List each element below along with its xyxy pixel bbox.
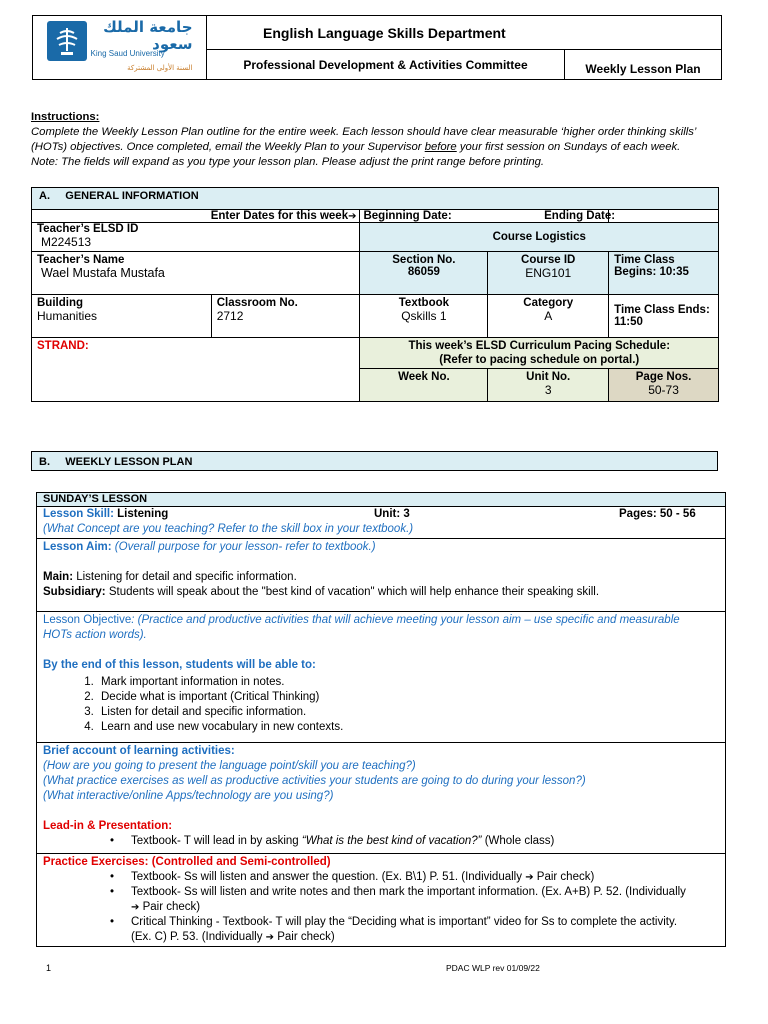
time-begins-cell[interactable] [609, 252, 719, 295]
lead-in-text: Textbook- T will lead in by asking [131, 835, 302, 847]
practice-exercises-cell[interactable] [37, 854, 726, 947]
lesson-skill-hint: (What Concept are you teaching? Refer to the skill box in your textbook.) [43, 523, 414, 535]
enter-dates-cell [32, 210, 360, 223]
course-id-cell[interactable] [488, 252, 609, 295]
department-cell [207, 16, 722, 50]
classroom-label: Classroom No. [216, 297, 298, 309]
lead-in-question: “What is the best kind of vacation?” [301, 835, 482, 847]
textbook-label: Textbook [398, 297, 450, 309]
logo-english-text: King Saud University [90, 48, 165, 58]
learning-activities-cell[interactable] [37, 743, 726, 854]
practice-2-grouping: Pair check) [139, 901, 201, 913]
sunday-title-cell [37, 493, 726, 507]
textbook-value: Qskills 1 [401, 309, 447, 323]
ending-date-cell[interactable] [544, 210, 719, 223]
practice-item [131, 915, 719, 945]
practice-item [131, 885, 719, 915]
unit-no-value: 3 [544, 383, 552, 397]
activities-hint-1: (How are you going to present the language point/skill you are teaching?) [43, 760, 416, 772]
lesson-pages: Pages: 50 - 56 [619, 508, 696, 520]
week-no-label: Week No. [398, 371, 450, 383]
university-logo [47, 17, 193, 79]
teacher-name-value: Wael Mustafa Mustafa [41, 266, 165, 280]
objective-item: 4. Learn and use new vocabulary in new contexts. [97, 720, 719, 735]
teacher-name-cell[interactable] [32, 252, 360, 295]
ending-date-label: Ending Date: [544, 210, 616, 222]
time-begins-value: Begins: 10:35 [614, 266, 689, 278]
weekly-plan-header: B. WEEKLY LESSON PLAN [31, 451, 718, 471]
strand-cell[interactable] [32, 338, 360, 402]
section-label: Section No. [392, 254, 456, 266]
practice-1-text: Textbook- Ss will listen and answer the question. (Ex. B\1) P. 51. (Individually [131, 871, 526, 883]
logo-emblem-icon [47, 21, 87, 61]
arrow-right-icon: ➔ [265, 932, 275, 943]
pacing-line-2: (Refer to pacing schedule on portal.) [439, 354, 640, 366]
building-cell[interactable] [32, 295, 212, 338]
main-aim-label: Main: [43, 571, 74, 583]
instructions-line-3: Note: The fields will expand as you type your lesson plan. Please adjust the print range before printing. [31, 156, 545, 168]
activities-hint-2: (What practice exercises as well as productive activities your students are going to do during your lesson?) [43, 775, 586, 787]
lead-in-list [43, 834, 719, 849]
category-cell[interactable] [488, 295, 609, 338]
lesson-objective-hint-1: : (Practice and productive activities that will achieve meeting your lesson aim – use specific and measurable [131, 614, 680, 626]
page-nos-label: Page Nos. [635, 371, 692, 383]
page-number: 1 [46, 963, 52, 973]
beginning-date-label: Beginning Date: [363, 210, 452, 222]
activities-label: Brief account of learning activities: [43, 745, 235, 757]
instructions-line-1: Complete the Weekly Lesson Plan outline for the entire week. Each lesson should have clear measurable ‘higher order thinking skills’ [31, 126, 697, 138]
logo-tagline: السنة الأولى المشتركة [127, 63, 193, 72]
course-id-label: Course ID [521, 254, 576, 266]
enter-dates-label: Enter Dates for this week [210, 210, 349, 222]
department-title: English Language Skills Department [263, 24, 506, 41]
arrow-right-icon: ➔ [525, 872, 534, 883]
time-begins-label: Time Class [614, 254, 675, 266]
objectives-list [43, 675, 719, 735]
by-end-of-lesson: By the end of this lesson, students will be able to: [43, 659, 316, 671]
time-ends-value: 11:50 [614, 316, 643, 328]
objective-item: 1. Mark important information in notes. [97, 675, 719, 690]
lesson-skill-cell[interactable] [37, 507, 726, 539]
revision-note: PDAC WLP rev 01/09/22 [446, 963, 540, 973]
instructions-line-2-underlined: before [424, 141, 457, 153]
committee-cell [207, 50, 565, 80]
page-nos-value: 50-73 [648, 383, 679, 397]
lesson-unit: Unit: 3 [374, 508, 410, 520]
main-aim-value: Listening for detail and specific information. [76, 571, 297, 583]
lead-in-grouping: (Whole class) [481, 835, 555, 847]
lesson-objective-cell[interactable] [37, 612, 726, 743]
lesson-aim-cell[interactable] [37, 539, 726, 612]
classroom-value: 2712 [216, 309, 244, 323]
logo-cell [33, 16, 207, 80]
arrow-right-icon: ➔ [131, 902, 140, 913]
lesson-skill-value: Listening [117, 508, 169, 520]
lead-in-label: Lead-in & Presentation: [43, 820, 173, 832]
classroom-cell[interactable] [211, 295, 360, 338]
practice-3-grouping: Pair check) [274, 931, 335, 943]
instructions-block [31, 110, 731, 170]
general-info-table [31, 187, 719, 402]
subsidiary-aim-label: Subsidiary: [43, 586, 106, 598]
category-value: A [544, 309, 553, 323]
logo-arabic-text: جامعة الملك سعود [103, 17, 193, 53]
objective-item: 2. Decide what is important (Critical Thinking) [97, 690, 719, 705]
time-ends-cell[interactable] [609, 295, 719, 338]
sunday-lesson-table [36, 492, 726, 947]
section-value: 86059 [407, 266, 440, 278]
pacing-line-1: This week’s ELSD Curriculum Pacing Schedule: [408, 340, 671, 352]
practice-3-exercise: (Ex. C) P. 53. (Individually [131, 931, 266, 943]
practice-3-text: Critical Thinking - Textbook- T will play the “Deciding what is important” video for Ss to complete the activity. [131, 916, 678, 928]
teacher-id-label: Teacher’s ELSD ID [37, 223, 139, 235]
pacing-schedule-cell [360, 338, 719, 369]
practice-label: Practice Exercises: (Controlled and Semi-controlled) [43, 856, 331, 868]
page-nos-cell[interactable] [609, 369, 719, 402]
instructions-line-2 [31, 140, 731, 155]
practice-list [43, 870, 719, 945]
practice-1-grouping: Pair check) [533, 871, 595, 883]
lesson-objective-hint-2: HOTs action words). [43, 629, 147, 641]
unit-no-cell[interactable] [488, 369, 609, 402]
general-info-header [32, 188, 719, 210]
general-info-title: A. GENERAL INFORMATION [39, 190, 199, 202]
course-logistics-label: Course Logistics [492, 231, 586, 243]
lesson-skill-label: Lesson Skill: [43, 508, 114, 520]
arrow-right-icon: ➔ [348, 211, 357, 222]
instructions-line-2a: (HOTs) objectives. Once completed, email the Weekly Plan to your Supervisor [31, 141, 425, 153]
teacher-id-cell[interactable] [32, 223, 360, 252]
instructions-heading: Instructions: [31, 111, 100, 123]
week-no-cell[interactable] [360, 369, 488, 402]
header-table [32, 15, 722, 80]
section-cell[interactable] [360, 252, 488, 295]
building-label: Building [37, 297, 83, 309]
course-id-value: ENG101 [525, 266, 572, 280]
category-label: Category [523, 297, 574, 309]
teacher-id-value: M224513 [41, 235, 92, 249]
sunday-title: SUNDAY’S LESSON [43, 493, 148, 505]
objective-item: 3. Listen for detail and specific information. [97, 705, 719, 720]
instructions-line-2b: your first session on Sundays of each week. [456, 141, 681, 153]
building-value: Humanities [37, 309, 98, 323]
time-ends-label: Time Class Ends: [614, 304, 710, 316]
lesson-aim-label: Lesson Aim: [43, 541, 112, 553]
committee-title: Professional Development & Activities Committee [243, 57, 528, 72]
doc-type-title: Weekly Lesson Plan [585, 62, 701, 76]
lesson-objective-label: Lesson Objective [43, 614, 132, 626]
unit-no-label: Unit No. [526, 371, 571, 383]
subsidiary-aim-value: Students will speak about the "best kind of vacation" which will help enhance their speaking skill. [108, 586, 600, 598]
course-logistics-cell [360, 223, 719, 252]
practice-item [131, 870, 719, 885]
lesson-aim-hint: (Overall purpose for your lesson- refer to textbook.) [114, 541, 376, 553]
strand-label: STRAND: [37, 340, 89, 352]
lead-in-item [131, 834, 719, 849]
teacher-name-label: Teacher’s Name [37, 254, 125, 266]
activities-hint-3: (What interactive/online Apps/technology are you using?) [43, 790, 334, 802]
practice-2-text: Textbook- Ss will listen and write notes and then mark the important information. (Ex. A+B) P. 52. (Individually [131, 886, 686, 898]
doc-type-cell [565, 50, 722, 80]
textbook-cell[interactable] [360, 295, 488, 338]
